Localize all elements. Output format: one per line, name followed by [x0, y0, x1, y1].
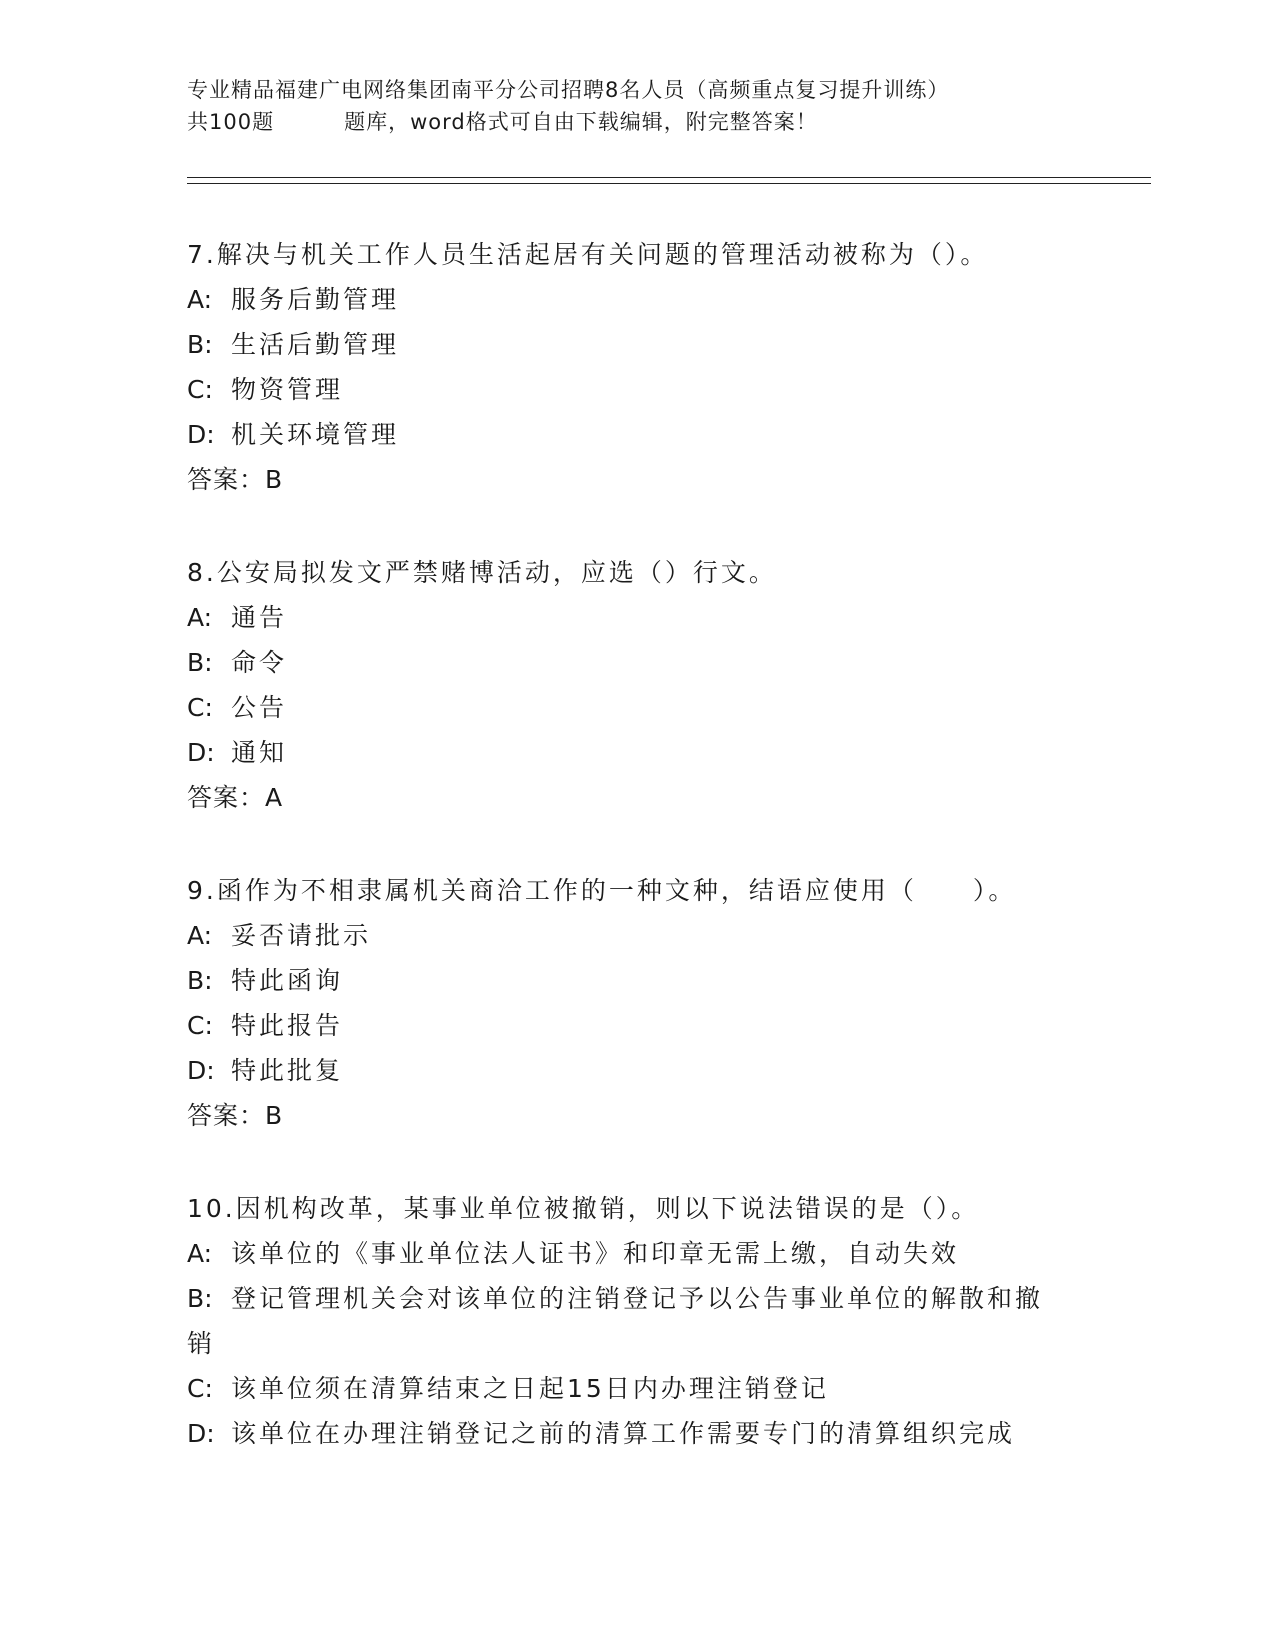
option-letter: A: [187, 285, 213, 314]
option-c [187, 1366, 1087, 1411]
option-c [187, 685, 1087, 730]
option-a [187, 1231, 1087, 1276]
option-letter: B: [187, 966, 213, 995]
answer-line: 答案：B [187, 465, 284, 494]
option-letter: D: [187, 420, 215, 449]
option-letter: C: [187, 1374, 213, 1403]
option-c [187, 1003, 1087, 1048]
option-text: 物资管理 [231, 375, 344, 404]
option-d [187, 1048, 1087, 1093]
option-text: 特此报告 [231, 1011, 344, 1040]
option-b [187, 322, 1087, 367]
answer-line: 答案：B [187, 1101, 284, 1130]
option-a [187, 595, 1087, 640]
header-divider-bottom [187, 183, 1151, 184]
question-block [187, 868, 1087, 1138]
option-text: 机关环境管理 [231, 420, 400, 449]
option-letter: C: [187, 1011, 213, 1040]
option-letter: A: [187, 921, 213, 950]
document-header [187, 74, 1147, 138]
option-text: 妥否请批示 [231, 921, 372, 950]
header-description: 题库，word格式可自由下载编辑，附完整答案！ [344, 110, 818, 134]
option-text: 命令 [231, 648, 288, 677]
option-text: 服务后勤管理 [231, 285, 400, 314]
header-title: 专业精品福建广电网络集团南平分公司招聘8名人员（高频重点复习提升训练） [187, 78, 950, 102]
option-d [187, 730, 1087, 775]
option-letter: D: [187, 1419, 215, 1448]
option-letter: D: [187, 1056, 215, 1085]
option-text: 公告 [231, 693, 288, 722]
option-a [187, 913, 1087, 958]
question-block [187, 1186, 1087, 1456]
option-letter: A: [187, 603, 213, 632]
option-c [187, 367, 1087, 412]
option-text: 通知 [231, 738, 288, 767]
option-text: 特此批复 [231, 1056, 344, 1085]
option-letter: B: [187, 1284, 213, 1313]
option-letter: C: [187, 693, 213, 722]
option-b [187, 1276, 1067, 1366]
question-block [187, 232, 1087, 502]
option-text: 特此函询 [231, 966, 344, 995]
header-count: 共100题 [187, 110, 275, 134]
option-text: 通告 [231, 603, 288, 632]
question-block [187, 550, 1087, 820]
option-letter: B: [187, 648, 213, 677]
option-letter: A: [187, 1239, 213, 1268]
option-letter: D: [187, 738, 215, 767]
header-subtitle [187, 106, 1147, 138]
header-divider-top [187, 177, 1151, 178]
question-stem: 10.因机构改革，某事业单位被撤销，则以下说法错误的是（）。 [187, 1194, 980, 1223]
option-d [187, 1411, 1087, 1456]
option-text: 登记管理机关会对该单位的注销登记予以公告事业单位的解散和撤销 [187, 1284, 1044, 1358]
question-stem: 8.公安局拟发文严禁赌博活动，应选（）行文。 [187, 558, 777, 587]
question-stem: 7.解决与机关工作人员生活起居有关问题的管理活动被称为（）。 [187, 240, 989, 269]
option-b [187, 958, 1087, 1003]
option-text: 该单位的《事业单位法人证书》和印章无需上缴，自动失效 [231, 1239, 960, 1268]
option-letter: B: [187, 330, 213, 359]
option-text: 生活后勤管理 [231, 330, 400, 359]
answer-line: 答案：A [187, 783, 284, 812]
option-b [187, 640, 1087, 685]
question-stem: 9.函作为不相隶属机关商洽工作的一种文种，结语应使用（ ）。 [187, 876, 1017, 905]
option-d [187, 412, 1087, 457]
option-text: 该单位须在清算结束之日起15日内办理注销登记 [231, 1374, 829, 1403]
option-letter: C: [187, 375, 213, 404]
option-a [187, 277, 1087, 322]
option-text: 该单位在办理注销登记之前的清算工作需要专门的清算组织完成 [231, 1419, 1016, 1448]
